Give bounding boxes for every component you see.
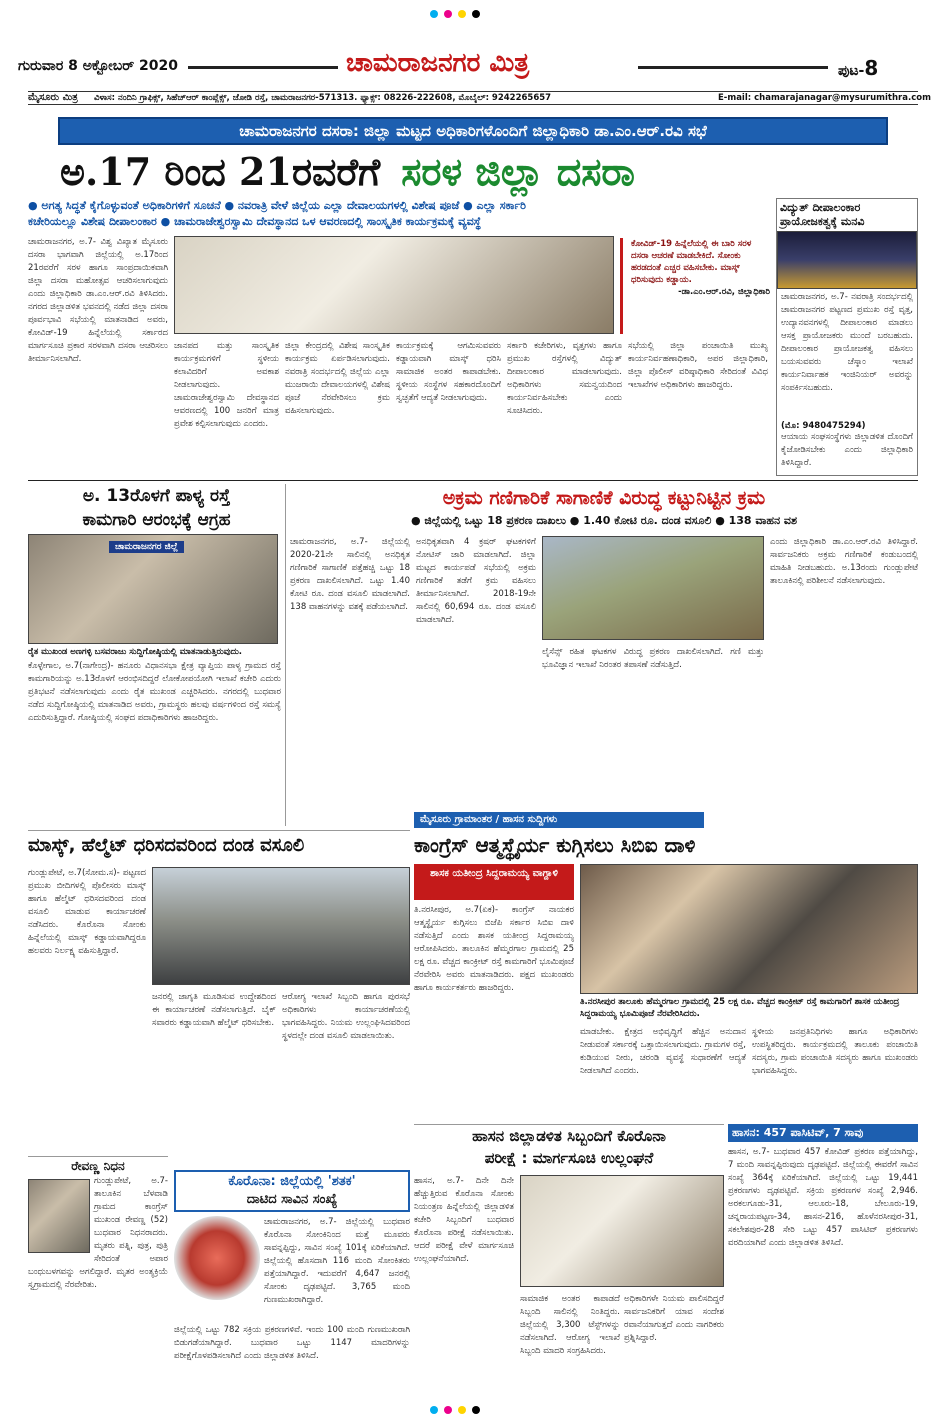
reg-mark-black-bottom xyxy=(472,1406,480,1414)
road-press-photo xyxy=(28,534,278,644)
lead-headline-black: ಅ.17 ರಿಂದ 21ರವರೆಗೆ xyxy=(60,149,381,194)
mask-column-1: ಗುಂಡ್ಲುಪೇಟೆ, ಅ.7(ಸೋಮ.ಸ)- ಪಟ್ಟಣದ ಪ್ರಮುಖ ಬೀದಿಗಳಲ್ಲಿ ಪೊಲೀಸರು ಮಾಸ್ಕ್ ಹಾಗೂ ಹೆಲ್ಮೆಟ್ ಧರಿಸದವರಿಂದ ದಂಡ ವಸೂಲಿ ಮಾಡುವ ಕಾರ್ಯಾಚರಣೆ ನಡೆಸಿದರು. ಕೊರೊನಾ ಸೋಂಕು ಹಿನ್ನೆಲೆಯಲ್ಲಿ ಮಾಸ್ಕ್ ಕಡ್ಡಾಯವಾಗಿದ್ದರೂ ಹಲವರು ನಿರ್ಲಕ್ಷ್ಯ ವಹಿಸುತ್ತಿದ್ದಾರೆ. xyxy=(28,868,146,956)
corona-story xyxy=(174,1170,410,1398)
side-story-body: ಚಾಮರಾಜನಗರ, ಅ.7- ನವರಾತ್ರಿ ಸಂದರ್ಭದಲ್ಲಿ ಚಾಮರಾಜನಗರ ಪಟ್ಟಣದ ಪ್ರಮುಖ ರಸ್ತೆ ವೃತ್ತ, ಉದ್ಯಾನವನಗಳಲ್ಲಿ ದೀಪಾಲಂಕಾರ ಮಾಡಲು ಆಸಕ್ತ ಪ್ರಾಯೋಜಕರು ಮುಂದೆ ಬರಬಹುದು. ದೀಪಾಲಂಕಾರ ಪ್ರಾಯೋಜಕತ್ವ ವಹಿಸಲು ಬಯಸುವವರು ಚೆಸ್ಕಾಂ ಇಲಾಖೆ ಕಾರ್ಯನಿರ್ವಾಹಕ ಇಂಜಿನಿಯರ್ ಅವರನ್ನು ಸಂಪರ್ಕಿಸಬಹುದು. xyxy=(781,292,913,393)
page-number: 8 xyxy=(864,56,879,80)
lead-meeting-photo xyxy=(174,236,614,334)
reg-mark-cyan-bottom xyxy=(430,1406,438,1414)
lead-divider xyxy=(28,480,918,481)
reg-mark-cyan xyxy=(430,10,438,18)
hassan-testing-photo xyxy=(520,1175,724,1287)
reg-mark-yellow-bottom xyxy=(458,1406,466,1414)
mask-column-2: ಜನರಲ್ಲಿ ಜಾಗೃತಿ ಮೂಡಿಸುವ ಉದ್ದೇಶದಿಂದ ಈ ಕಾರ್ಯಾಚರಣೆ ನಡೆಸಲಾಗುತ್ತಿದೆ. ಬೈಕ್ ಸವಾರರು ಕಡ್ಡಾಯವಾಗಿ ಹೆಲ್ಮೆಟ್ ಧರಿಸಬೇಕು. xyxy=(152,992,276,1028)
side-story xyxy=(776,198,918,476)
corona-column-1: ಚಾಮರಾಜನಗರ, ಅ.7- ಜಿಲ್ಲೆಯಲ್ಲಿ ಬುಧವಾರ ಕೊರೊನಾ ಸೋಂಕಿನಿಂದ ಮತ್ತೆ ಮೂವರು ಸಾವನ್ನಪ್ಪಿದ್ದು, ಸಾವಿನ ಸಂಖ್ಯೆ 101ಕ್ಕೆ ಏರಿಕೆಯಾಗಿದೆ. ಜಿಲ್ಲೆಯಲ್ಲಿ ಹೊಸದಾಗಿ 116 ಮಂದಿ ಸೋಂಕಿತರು ಪತ್ತೆಯಾಗಿದ್ದಾರೆ. ಇದುವರೆಗೆ 4,647 ಜನರಲ್ಲಿ ಸೋಂಕು ದೃಢಪಟ್ಟಿದೆ. 3,765 ಮಂದಿ ಗುಣಮುಖರಾಗಿದ್ದಾರೆ. xyxy=(264,1217,410,1305)
obituary-headline: ರೇವಣ್ಣ ನಿಧನ xyxy=(71,1159,125,1173)
lead-bullets xyxy=(28,198,773,232)
road-headline-1: ಅ. 13ರೊಳಗೆ ಪಾಳ್ಯ ರಸ್ತೆ xyxy=(82,486,231,506)
lead-quote-box xyxy=(620,238,770,334)
mask-headline: ಮಾಸ್ಕ್, ಹೆಲ್ಮೆಟ್ ಧರಿಸದವರಿಂದ ದಂಡ ವಸೂಲಿ xyxy=(28,835,305,856)
corona-virus-image xyxy=(174,1216,260,1300)
mining-story xyxy=(290,484,918,812)
hassan-story xyxy=(414,1124,724,1396)
side-story-headline: ವಿದ್ಯುತ್ ದೀಪಾಲಂಕಾರ ಪ್ರಾಯೋಜಕತ್ವಕ್ಕೆ ಮನವಿ xyxy=(780,201,865,228)
hassan-box-body: ಹಾಸನ, ಅ.7- ಬುಧವಾರ 457 ಕೋವಿಡ್ ಪ್ರಕರಣ ಪತ್ತೆಯಾಗಿದ್ದು, 7 ಮಂದಿ ಸಾವನ್ನಪ್ಪಿರುವುದು ದೃಢಪಟ್ಟಿದೆ. ಜಿಲ್ಲೆಯಲ್ಲಿ ಈವರೆಗೆ ಸಾವಿನ ಸಂಖ್ಯೆ 364ಕ್ಕೆ ಏರಿಕೆಯಾಗಿದೆ. ಜಿಲ್ಲೆಯಲ್ಲಿ ಒಟ್ಟು 19,441 ಪ್ರಕರಣಗಳು ದೃಢಪಟ್ಟಿವೆ. ಸಕ್ರಿಯ ಪ್ರಕರಣಗಳ ಸಂಖ್ಯೆ 2,946. ಅರಕಲಗೂಡು-31, ಆಲೂರು-18, ಬೇಲೂರು-19, ಚನ್ನರಾಯಪಟ್ಟಣ-34, ಹಾಸನ-216, ಹೊಳೆನರಸೀಪುರ-31, ಸಕಲೇಶಪುರ-28 ಸೇರಿ ಒಟ್ಟು 457 ಪಾಸಿಟಿವ್ ಪ್ರಕರಣಗಳು ವರದಿಯಾಗಿವೆ ಎಂದು ಜಿಲ್ಲಾಡಳಿತ ತಿಳಿಸಿದೆ. xyxy=(728,1147,918,1248)
congress-column: ತಿ.ನರಸೀಪುರ, ಅ.7(ಏಕ)- ಕಾಂಗ್ರೆಸ್ ನಾಯಕರ ಆತ್ಮಸ್ಥೈರ್ಯ ಕುಗ್ಗಿಸಲು ಬಿಜೆಪಿ ಸರ್ಕಾರ ಸಿಬಿಐ ದಾಳಿ ನಡೆಸುತ್ತಿದೆ ಎಂದು ಶಾಸಕ ಯತೀಂದ್ರ ಸಿದ್ದರಾಮಯ್ಯ ಆರೋಪಿಸಿದರು. ತಾಲೂಕಿನ ಹೆಮ್ಮರಗಾಲ ಗ್ರಾಮದಲ್ಲಿ 25 ಲಕ್ಷ ರೂ. ವೆಚ್ಚದ ಕಾಂಕ್ರೀಟ್ ರಸ್ತೆ ಕಾಮಗಾರಿಗೆ ಭೂಮಿಪೂಜೆ ನೆರವೇರಿಸಿ ಅವರು ಮಾತನಾಡಿದರು. ಪಕ್ಷದ ಮುಖಂಡರು ಹಾಗೂ ಕಾರ್ಯಕರ್ತರು ಹಾಜರಿದ್ದರು. xyxy=(414,905,574,993)
hassan-headline-2: ಪರೀಕ್ಷೆ : ಮಾರ್ಗಸೂಚಿ ಉಲ್ಲಂಘನೆ xyxy=(484,1149,654,1167)
mining-column-3: ಲೈಸೆನ್ಸ್ ರಹಿತ ಘಟಕಗಳ ವಿರುದ್ಧ ಪ್ರಕರಣ ದಾಖಲಿಸಲಾಗಿದೆ. ಗಣಿ ಮತ್ತು ಭೂವಿಜ್ಞಾನ ಇಲಾಖೆ ನಿರಂತರ ತಪಾಸಣೆ ನಡೆಸುತ್ತಿದೆ. xyxy=(542,647,764,670)
mining-headline: ಅಕ್ರಮ ಗಣಿಗಾರಿಕೆ ಸಾಗಾಣಿಕೆ ವಿರುದ್ಧ ಕಟ್ಟುನಿಟ್ಟಿನ ಕ್ರಮ xyxy=(442,487,766,509)
mask-police-photo xyxy=(152,867,410,985)
obituary-portrait xyxy=(28,1179,90,1253)
lead-column-6: ಸಭೆಯಲ್ಲಿ ಜಿಲ್ಲಾ ಪಂಚಾಯಿತಿ ಮುಖ್ಯ ಕಾರ್ಯನಿರ್ವಹಣಾಧಿಕಾರಿ, ಅಪರ ಜಿಲ್ಲಾಧಿಕಾರಿ, ಜಿಲ್ಲಾ ಪೊಲೀಸ್ ವರಿಷ್ಠಾಧಿಕಾರಿ ಸೇರಿದಂತೆ ವಿವಿಧ ಇಲಾಖೆಗಳ ಅಧಿಕಾರಿಗಳು ಹಾಜರಿದ್ದರು. xyxy=(628,341,768,390)
road-photo-banner: ಚಾಮರಾಜನಗರ ಜಿಲ್ಲೆ xyxy=(109,541,184,553)
lead-column-5: ಸರ್ಕಾರಿ ಕಚೇರಿಗಳು, ವೃತ್ತಗಳು ಹಾಗೂ ಪ್ರಮುಖ ರಸ್ತೆಗಳಲ್ಲಿ ವಿದ್ಯುತ್ ದೀಪಾಲಂಕಾರ ಮಾಡಲಾಗುವುದು. ಅಧಿಕಾರಿಗಳು ಸಮನ್ವಯದಿಂದ ಕಾರ್ಯನಿರ್ವಹಿಸಬೇಕು ಎಂದು ಸೂಚಿಸಿದರು. xyxy=(507,341,622,416)
corona-headline-2: ದಾಟಿದ ಸಾವಿನ ಸಂಖ್ಯೆ xyxy=(246,1192,338,1207)
lead-bullets-line-1: ● ಅಗತ್ಯ ಸಿದ್ಧತೆ ಕೈಗೊಳ್ಳುವಂತೆ ಅಧಿಕಾರಿಗಳಿಗೆ ಸೂಚನೆ ● ನವರಾತ್ರಿ ವೇಳೆ ಜಿಲ್ಲೆಯ ಎಲ್ಲಾ ದೇವಾಲಯಗಳಲ್ಲಿ ವಿಶೇಷ ಪೂಜೆ ● ಎಲ್ಲಾ ಸರ್ಕಾರಿ xyxy=(28,199,526,212)
lead-column-1: ಚಾಮರಾಜನಗರ, ಅ.7- ವಿಶ್ವ ವಿಖ್ಯಾತ ಮೈಸೂರು ದಸರಾ ಭಾಗವಾಗಿ ಜಿಲ್ಲೆಯಲ್ಲಿ ಅ.17ರಿಂದ 21ರವರೆಗೆ ಸರಳ ಹಾಗೂ ಸಾಂಪ್ರದಾಯಿಕವಾಗಿ ಜಿಲ್ಲಾ ದಸರಾ ಮಹೋತ್ಸವ ಆಚರಿಸಲಾಗುವುದು ಎಂದು ಜಿಲ್ಲಾಧಿಕಾರಿ ಡಾ.ಎಂ.ಆರ್.ರವಿ ತಿಳಿಸಿದರು. ನಗರದ ಜಿಲ್ಲಾಡಳಿತ ಭವನದಲ್ಲಿ ನಡೆದ ಜಿಲ್ಲಾ ದಸರಾ ಪೂರ್ವಭಾವಿ ಸಭೆಯಲ್ಲಿ ಮಾತನಾಡಿದ ಅವರು, ಕೋವಿಡ್-19 ಹಿನ್ನೆಲೆಯಲ್ಲಿ ಸರ್ಕಾರದ ಮಾರ್ಗಸೂಚಿ ಪ್ರಕಾರ ಸರಳವಾಗಿ ದಸರಾ ಆಚರಿಸಲು ತೀರ್ಮಾನಿಸಲಾಗಿದೆ. xyxy=(28,237,168,364)
registration-marks-top xyxy=(430,10,510,18)
hassan-box-headline: ಹಾಸನ: 457 ಪಾಸಿಟಿವ್, 7 ಸಾವು xyxy=(728,1124,918,1142)
reg-mark-magenta xyxy=(444,10,452,18)
congress-story xyxy=(414,830,918,1122)
mask-column-3: ಆರೋಗ್ಯ ಇಲಾಖೆ ಸಿಬ್ಬಂದಿ ಹಾಗೂ ಪುರಸಭೆ ಅಧಿಕಾರಿಗಳು ಕಾರ್ಯಾಚರಣೆಯಲ್ಲಿ ಭಾಗವಹಿಸಿದ್ದರು. ನಿಯಮ ಉಲ್ಲಂಘಿಸಿದವರಿಂದ ಸ್ಥಳದಲ್ಲೇ ದಂಡ ವಸೂಲಿ ಮಾಡಲಾಯಿತು. xyxy=(282,992,410,1041)
masthead xyxy=(18,48,928,86)
hassan-column-1: ಹಾಸನ, ಅ.7- ದಿನೇ ದಿನೇ ಹೆಚ್ಚುತ್ತಿರುವ ಕೊರೊನಾ ಸೋಂಕು ನಿಯಂತ್ರಣ ಹಿನ್ನೆಲೆಯಲ್ಲಿ ಜಿಲ್ಲಾಡಳಿತ ಕಚೇರಿ ಸಿಬ್ಬಂದಿಗೆ ಬುಧವಾರ ಕೊರೊನಾ ಪರೀಕ್ಷೆ ನಡೆಸಲಾಯಿತು. ಆದರೆ ಪರೀಕ್ಷೆ ವೇಳೆ ಮಾರ್ಗಸೂಚಿ ಉಲ್ಲಂಘನೆಯಾಗಿದೆ. xyxy=(414,1176,514,1264)
road-body: ಕೊಳ್ಳೇಗಾಲ, ಅ.7(ನಾಗೇಂದ್ರ)- ಹನೂರು ವಿಧಾನಸಭಾ ಕ್ಷೇತ್ರ ವ್ಯಾಪ್ತಿಯ ಪಾಳ್ಯ ಗ್ರಾಮದ ರಸ್ತೆ ಕಾಮಗಾರಿಯನ್ನು ಅ.13ರೊಳಗೆ ಆರಂಭಿಸದಿದ್ದರೆ ಲೋಕೋಪಯೋಗಿ ಇಲಾಖೆ ಕಚೇರಿ ಎದುರು ಪ್ರತಿಭಟನೆ ನಡೆಸಲಾಗುವುದು ಎಂದು ರೈತ ಮುಖಂಡ ಎಚ್ಚರಿಸಿದರು. ನಗರದಲ್ಲಿ ಬುಧವಾರ ನಡೆದ ಸುದ್ದಿಗೋಷ್ಠಿಯಲ್ಲಿ ಮಾತನಾಡಿದ ಅವರು, ಗ್ರಾಮಸ್ಥರು ಹಲವು ವರ್ಷಗಳಿಂದ ರಸ್ತೆ ಸಮಸ್ಯೆ ಎದುರಿಸುತ್ತಿದ್ದಾರೆ. ಗೋಷ್ಠಿಯಲ್ಲಿ ಸಂಘದ ಪದಾಧಿಕಾರಿಗಳು ಹಾಜರಿದ್ದರು. xyxy=(28,661,281,723)
reg-mark-black xyxy=(472,10,480,18)
mining-column-2: ಅನಧಿಕೃತವಾಗಿ 4 ಕ್ರಷರ್ ಘಟಕಗಳಿಗೆ ನೋಟಿಸ್ ಜಾರಿ ಮಾಡಲಾಗಿದೆ. ಜಿಲ್ಲಾ ಮಟ್ಟದ ಕಾರ್ಯಪಡೆ ಸಭೆಯಲ್ಲಿ ಅಕ್ರಮ ಗಣಿಗಾರಿಕೆ ತಡೆಗೆ ಕ್ರಮ ವಹಿಸಲು ತೀರ್ಮಾನಿಸಲಾಗಿದೆ. 2018-19ನೇ ಸಾಲಿನಲ್ಲಿ 60,694 ರೂ. ದಂಡ ವಸೂಲಿ ಮಾಡಲಾಗಿದೆ. xyxy=(416,537,536,625)
district-banner-text: ಮೈಸೂರು ಗ್ರಾಮಾಂತರ / ಹಾಸನ ಸುದ್ದಿಗಳು xyxy=(420,814,558,825)
congress-bhoomipuja-photo xyxy=(580,864,918,994)
side-story-lights-photo xyxy=(777,231,917,289)
mask-story xyxy=(28,830,410,1152)
email-line: E-mail: chamarajanagar@mysurumithra.com xyxy=(718,93,931,103)
congress-headline: ಕಾಂಗ್ರೆಸ್ ಆತ್ಮಸ್ಥೈರ್ಯ ಕುಗ್ಗಿಸಲು ಸಿಬಿಐ ದಾಳಿ xyxy=(414,833,696,857)
side-story-phone: (ಮೊ: 9480475294) xyxy=(781,421,866,431)
masthead-rule-left xyxy=(188,66,338,69)
corona-headline-box xyxy=(174,1170,410,1212)
lead-quote-author: -ಡಾ.ಎಂ.ಆರ್.ರವಿ, ಜಿಲ್ಲಾಧಿಕಾರಿ xyxy=(678,287,770,297)
congress-column-b1: ಮಾಡಬೇಕು. ಕ್ಷೇತ್ರದ ಅಭಿವೃದ್ಧಿಗೆ ಹೆಚ್ಚಿನ ಅನುದಾನ ನೀಡುವಂತೆ ಸರ್ಕಾರಕ್ಕೆ ಒತ್ತಾಯಿಸಲಾಗುವುದು. ಗ್ರಾಮಗಳ ರಸ್ತೆ, ಕುಡಿಯುವ ನೀರು, ಚರಂಡಿ ವ್ಯವಸ್ಥೆ ಸುಧಾರಣೆಗೆ ಆದ್ಯತೆ ನೀಡಲಾಗಿದೆ ಎಂದರು. xyxy=(580,1027,746,1076)
reg-mark-yellow xyxy=(458,10,466,18)
masthead-rule-right xyxy=(638,66,828,69)
congress-caption: ತಿ.ನರಸೀಪುರ ತಾಲೂಕು ಹೆಮ್ಮರಗಾಲ ಗ್ರಾಮದಲ್ಲಿ 25 ಲಕ್ಷ ರೂ. ವೆಚ್ಚದ ಕಾಂಕ್ರೀಟ್ ರಸ್ತೆ ಕಾಮಗಾರಿಗೆ ಶಾಸಕ ಯತೀಂದ್ರ ಸಿದ್ದರಾಮಯ್ಯ ಭೂಮಿಪೂಜೆ ನೆರವೇರಿಸಿದರು. xyxy=(580,997,900,1019)
obituary-body: ಗುಂಡ್ಲುಪೇಟೆ, ಅ.7- ತಾಲೂಕಿನ ಬೆಳವಾಡಿ ಗ್ರಾಮದ ಕಾಂಗ್ರೆಸ್ ಮುಖಂಡ ರೇವಣ್ಣ (52) ಬುಧವಾರ ನಿಧನರಾದರು. ಮೃತರು ಪತ್ನಿ, ಪುತ್ರ, ಪುತ್ರಿ ಸೇರಿದಂತೆ ಅಪಾರ ಬಂಧುಬಳಗವನ್ನು ಅಗಲಿದ್ದಾರೆ. ಮೃತರ ಅಂತ್ಯಕ್ರಿಯೆ ಸ್ವಗ್ರಾಮದಲ್ಲಿ ನೆರವೇರಿತು. xyxy=(28,1176,168,1290)
obituary xyxy=(28,1156,168,1396)
road-story xyxy=(28,484,286,826)
mining-column-4: ಎಂದು ಜಿಲ್ಲಾಧಿಕಾರಿ ಡಾ.ಎಂ.ಆರ್.ರವಿ ತಿಳಿಸಿದ್ದಾರೆ. ಸಾರ್ವಜನಿಕರು ಅಕ್ರಮ ಗಣಿಗಾರಿಕೆ ಕಂಡುಬಂದಲ್ಲಿ ಮಾಹಿತಿ ನೀಡಬಹುದು. ಅ.13ರಂದು ಗುಂಡ್ಲುಪೇಟೆ ತಾಲೂಕಿನಲ್ಲಿ ಪರಿಶೀಲನೆ ನಡೆಸಲಾಗುವುದು. xyxy=(770,537,918,586)
side-story-tail: ಆಯಾಯ ಸಂಘಸಂಸ್ಥೆಗಳು ಜಿಲ್ಲಾಡಳಿತ ದೊಂದಿಗೆ ಕೈಜೋಡಿಸಬೇಕು ಎಂದು ಜಿಲ್ಲಾಧಿಕಾರಿ ತಿಳಿಸಿದ್ದಾರೆ. xyxy=(781,432,913,468)
lead-column-2: ಜಾನಪದ ಮತ್ತು ಸಾಂಸ್ಕೃತಿಕ ಕಾರ್ಯಕ್ರಮಗಳಿಗೆ ಸ್ಥಳೀಯ ಕಲಾವಿದರಿಗೆ ಅವಕಾಶ ನೀಡಲಾಗುವುದು. ಚಾಮರಾಜೇಶ್ವರಸ್ವಾಮಿ ದೇವಸ್ಥಾನದ ಆವರಣದಲ್ಲಿ 100 ಜನರಿಗೆ ಮಾತ್ರ ಪ್ರವೇಶ ಕಲ್ಪಿಸಲಾಗುವುದು ಎಂದರು. xyxy=(174,341,279,429)
congress-column-b2: ಸ್ಥಳೀಯ ಜನಪ್ರತಿನಿಧಿಗಳು ಹಾಗೂ ಅಧಿಕಾರಿಗಳು ಉಪಸ್ಥಿತರಿದ್ದರು. ಕಾರ್ಯಕ್ರಮದಲ್ಲಿ ತಾಲೂಕು ಪಂಚಾಯಿತಿ ಸದಸ್ಯರು, ಗ್ರಾಮ ಪಂಚಾಯಿತಿ ಸದಸ್ಯರು ಹಾಗೂ ಮುಖಂಡರು ಭಾಗವಹಿಸಿದ್ದರು. xyxy=(752,1027,918,1076)
lead-kicker xyxy=(58,117,888,145)
lead-quote-text: ಕೋವಿಡ್-19 ಹಿನ್ನೆಲೆಯಲ್ಲಿ ಈ ಬಾರಿ ಸರಳ ದಸರಾ ಆಚರಣೆ ಮಾಡಬೇಕಿದೆ. ಸೋಂಕು ಹರಡದಂತೆ ಎಚ್ಚರ ವಹಿಸಬೇಕು. ಮಾಸ್ಕ್ ಧರಿಸುವುದು ಕಡ್ಡಾಯ. xyxy=(631,239,752,285)
page-label: ಪುಟ- xyxy=(838,63,865,79)
masthead-title: ಚಾಮರಾಜನಗರ ಮಿತ್ರ xyxy=(346,48,530,78)
congress-box-text: ಶಾಸಕ ಯತೀಂದ್ರ ಸಿದ್ದರಾಮಯ್ಯ ವಾಗ್ದಾಳಿ xyxy=(430,868,558,879)
reg-mark-magenta-bottom xyxy=(444,1406,452,1414)
sub-logo: ಮೈಸೂರು ಮಿತ್ರ xyxy=(28,92,78,103)
hassan-covid-box xyxy=(728,1124,918,1396)
lead-column-3: ಜಿಲ್ಲಾ ಕೇಂದ್ರದಲ್ಲಿ ವಿಶೇಷ ಸಾಂಸ್ಕೃತಿಕ ಕಾರ್ಯಕ್ರಮ ಏರ್ಪಡಿಸಲಾಗುವುದು. ನವರಾತ್ರಿ ಸಂದರ್ಭದಲ್ಲಿ ಜಿಲ್ಲೆಯ ಎಲ್ಲಾ ಮುಜರಾಯಿ ದೇವಾಲಯಗಳಲ್ಲಿ ವಿಶೇಷ ಪೂಜೆ ನೆರವೇರಿಸಲು ಕ್ರಮ ವಹಿಸಲಾಗುವುದು. xyxy=(285,341,390,416)
lead-headline-green: ಸರಳ ಜಿಲ್ಲಾ ದಸರಾ xyxy=(401,149,635,194)
lead-column-4: ಕಾರ್ಯಕ್ರಮಕ್ಕೆ ಆಗಮಿಸುವವರು ಕಡ್ಡಾಯವಾಗಿ ಮಾಸ್ಕ್ ಧರಿಸಿ ಸಾಮಾಜಿಕ ಅಂತರ ಕಾಪಾಡಬೇಕು. ಸ್ಥಳೀಯ ಸಂಸ್ಥೆಗಳ ಸಹಕಾರದೊಂದಿಗೆ ಸ್ವಚ್ಛತೆಗೆ ಆದ್ಯತೆ ನೀಡಲಾಗುವುದು. xyxy=(396,341,501,403)
masthead-contact-bar xyxy=(28,91,931,105)
hassan-column-3: ಅಧಿಕಾರಿಗಳೇ ನಿಯಮ ಪಾಲಿಸದಿದ್ದರೆ ಸಾರ್ವಜನಿಕರಿಗೆ ಯಾವ ಸಂದೇಶ ರವಾನೆಯಾಗುತ್ತದೆ ಎಂದು ನಾಗರಿಕರು ಪ್ರಶ್ನಿಸಿದ್ದಾರೆ. xyxy=(624,1294,724,1343)
corona-column-2: ಜಿಲ್ಲೆಯಲ್ಲಿ ಒಟ್ಟು 782 ಸಕ್ರಿಯ ಪ್ರಕರಣಗಳಿವೆ. ಇಂದು 100 ಮಂದಿ ಗುಣಮುಖರಾಗಿ ಬಿಡುಗಡೆಯಾಗಿದ್ದಾರೆ. ಬುಧವಾರ ಒಟ್ಟು 1147 ಮಾದರಿಗಳನ್ನು ಪರೀಕ್ಷೆಗೊಳಪಡಿಸಲಾಗಿದೆ ಎಂದು ಜಿಲ್ಲಾಡಳಿತ ತಿಳಿಸಿದೆ. xyxy=(174,1325,410,1361)
lead-kicker-text: ಚಾಮರಾಜನಗರ ದಸರಾ: ಜಿಲ್ಲಾ ಮಟ್ಟದ ಅಧಿಕಾರಿಗಳೊಂದಿಗೆ ಜಿಲ್ಲಾಧಿಕಾರಿ ಡಾ.ಎಂ.ಆರ್.ರವಿ ಸಭೆ xyxy=(239,122,707,140)
page-number-label xyxy=(838,56,878,80)
mining-column-1: ಚಾಮರಾಜನಗರ, ಅ.7- ಜಿಲ್ಲೆಯಲ್ಲಿ 2020-21ನೇ ಸಾಲಿನಲ್ಲಿ ಅನಧಿಕೃತ ಗಣಿಗಾರಿಕೆ ಸಾಗಾಣಿಕೆ ಪತ್ತೆಹಚ್ಚಿ ಒಟ್ಟು 18 ಪ್ರಕರಣ ದಾಖಲಿಸಲಾಗಿದೆ. ಒಟ್ಟು 1.40 ಕೋಟಿ ರೂ. ದಂಡ ವಸೂಲಿ ಮಾಡಲಾಗಿದೆ. 138 ವಾಹನಗಳನ್ನು ವಶಕ್ಕೆ ಪಡೆಯಲಾಗಿದೆ. xyxy=(290,537,410,612)
hassan-headline-1: ಹಾಸನ ಜಿಲ್ಲಾಡಳಿತ ಸಿಬ್ಬಂದಿಗೆ ಕೊರೊನಾ xyxy=(472,1127,666,1145)
mining-inspection-photo xyxy=(542,536,764,640)
road-caption: ರೈತ ಮುಖಂಡ ಅಣಗಳ್ಳಿ ಬಸವರಾಜು ಸುದ್ದಿಗೋಷ್ಠಿಯಲ್ಲಿ ಮಾತನಾಡುತ್ತಿರುವುದು. xyxy=(28,647,243,657)
hassan-column-2: ಸಾಮಾಜಿಕ ಅಂತರ ಕಾಪಾಡದೆ ಸಿಬ್ಬಂದಿ ಸಾಲಿನಲ್ಲಿ ನಿಂತಿದ್ದರು. ಜಿಲ್ಲೆಯಲ್ಲಿ 3,300 ಟೆಸ್ಟ್‌ಗಳನ್ನು ನಡೆಸಲಾಗಿದೆ. ಆರೋಗ್ಯ ಇಲಾಖೆ ಸಿಬ್ಬಂದಿ ಮಾದರಿ ಸಂಗ್ರಹಿಸಿದರು. xyxy=(520,1294,620,1356)
masthead-date: ಗುರುವಾರ 8 ಅಕ್ಟೋಬರ್ 2020 xyxy=(18,58,179,74)
district-banner xyxy=(414,812,704,828)
mining-bullets: ● ಜಿಲ್ಲೆಯಲ್ಲಿ ಒಟ್ಟು 18 ಪ್ರಕರಣ ದಾಖಲು ● 1.40 ಕೋಟಿ ರೂ. ದಂಡ ವಸೂಲಿ ● 138 ವಾಹನ ವಶ xyxy=(410,514,798,527)
address-line: ವಿಳಾಸ: ನಂದಿನಿ ಗ್ರಾಫಿಕ್ಸ್, ಸಿಹೆಚ್‌ಆರ್ ಕಾಂಪ್ಲೆಕ್ಸ್, ಜೋಡಿ ರಸ್ತೆ, ಚಾಮರಾಜನಗರ-571313. ಫ್ಯಾಕ್ಸ್: 08226-222608, ಮೊಬೈಲ್: 9242265657 xyxy=(94,93,552,103)
registration-marks-bottom xyxy=(430,1406,510,1414)
lead-bullets-line-2: ಕಚೇರಿಯಲ್ಲೂ ವಿಶೇಷ ದೀಪಾಲಂಕಾರ ● ಚಾಮರಾಜೇಶ್ವರಸ್ವಾಮಿ ದೇವಸ್ಥಾನದ ಒಳ ಆವರಣದಲ್ಲಿ ಸಾಂಸ್ಕೃತಿಕ ಕಾರ್ಯಕ್ರಮಕ್ಕೆ ವ್ಯವಸ್ಥೆ xyxy=(28,215,482,228)
road-headline-2: ಕಾಮಗಾರಿ ಆರಂಭಕ್ಕೆ ಆಗ್ರಹ xyxy=(82,510,231,530)
congress-quote-box xyxy=(414,864,574,900)
lead-headline xyxy=(60,149,888,195)
corona-headline-1: ಕೊರೊನಾ: ಜಿಲ್ಲೆಯಲ್ಲಿ 'ಶತಕ' xyxy=(228,1174,356,1189)
